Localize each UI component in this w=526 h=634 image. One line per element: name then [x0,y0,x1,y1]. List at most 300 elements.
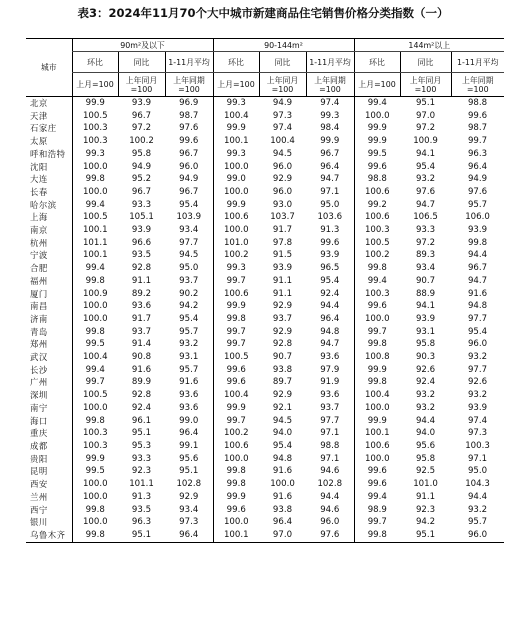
value-cell: 93.9 [415,313,436,324]
value-cell: 99.0 [213,173,259,186]
value-cell: 99.8 [72,415,118,428]
value-cell: 95.8 [415,339,436,350]
value-cell: 97.2 [415,237,436,248]
value-cell: 99.4 [354,275,400,288]
city-cell: 南京 [30,225,48,236]
table-row [26,491,504,504]
value-cell: 91.4 [131,339,152,350]
city-cell: 杭州 [30,237,48,248]
value-cell: 96.0 [320,517,340,528]
value-cell: 93.1 [179,352,199,363]
value-cell: 99.9 [72,97,118,110]
value-cell: 92.3 [131,466,152,477]
value-cell: 99.8 [354,529,400,542]
value-cell: 97.6 [415,186,436,197]
value-cell: 99.8 [354,338,400,351]
value-cell: 95.0 [320,199,340,210]
value-cell: 96.0 [451,529,504,542]
value-cell: 100.4 [213,389,259,402]
table-row [26,300,504,313]
value-cell: 93.4 [179,504,199,515]
value-cell: 95.4 [272,440,293,451]
table-row [26,376,504,389]
value-cell: 99.6 [213,376,259,389]
value-cell: 99.9 [354,364,400,377]
city-cell: 成都 [30,440,48,451]
value-cell: 99.5 [72,338,118,351]
value-cell: 99.8 [72,275,118,288]
city-cell: 南昌 [30,301,48,312]
value-cell: 99.8 [467,237,488,248]
value-cell: 99.9 [213,402,259,415]
value-cell: 89.2 [131,288,152,299]
table-row [26,364,504,377]
city-cell: 合肥 [30,263,48,274]
value-cell: 101.1 [72,237,118,250]
value-cell: 99.3 [213,262,259,275]
value-cell: 99.4 [72,199,118,212]
value-cell: 95.6 [179,453,199,464]
value-cell: 94.5 [272,415,293,426]
value-cell: 100.5 [354,237,400,250]
value-cell: 99.4 [72,262,118,275]
value-cell: 97.1 [467,453,488,464]
table-row [26,211,504,224]
value-cell: 91.7 [131,313,152,324]
value-cell: 95.1 [400,529,451,542]
value-cell: 99.9 [213,491,259,504]
value-cell: 93.1 [415,326,436,337]
value-cell: 98.7 [467,123,488,134]
value-cell: 89.3 [415,250,436,261]
city-cell: 宁波 [30,250,48,261]
value-cell: 100.3 [465,440,490,451]
value-cell: 100.0 [270,479,295,490]
value-cell: 93.9 [467,402,488,413]
value-cell: 100.0 [213,224,259,237]
value-cell: 99.9 [213,300,259,313]
value-cell: 92.1 [272,402,293,413]
value-cell: 92.4 [415,377,436,388]
group-header: 90m²及以下 [72,39,213,52]
value-cell: 96.7 [467,263,488,274]
value-cell: 100.6 [354,440,400,453]
value-cell: 93.9 [320,250,340,261]
value-cell: 95.7 [467,199,488,210]
value-cell: 97.7 [320,415,340,426]
value-cell: 100.0 [72,313,118,326]
value-cell: 93.3 [415,225,436,236]
value-cell: 100.0 [72,402,118,415]
value-cell: 95.1 [415,98,436,108]
base-header: 上月=100 [213,73,259,97]
value-cell: 100.5 [213,351,259,364]
value-cell: 93.5 [131,250,152,261]
value-cell: 93.9 [272,263,293,274]
value-cell: 99.7 [213,326,259,339]
value-cell: 91.6 [467,288,488,299]
value-cell: 100.9 [413,136,438,147]
value-cell: 99.8 [72,529,118,542]
city-cell: 昆明 [30,466,48,477]
value-cell: 97.7 [467,313,488,324]
table-row [26,402,504,415]
table-row [26,427,504,440]
value-cell: 100.0 [72,186,118,199]
value-cell: 92.5 [415,466,436,477]
table-row [26,326,504,339]
city-cell: 长春 [30,186,48,197]
value-cell: 96.7 [179,148,199,159]
value-cell: 100.0 [354,110,400,123]
group-header: 144m²以上 [354,39,504,52]
value-cell: 99.6 [467,110,488,121]
value-cell: 99.6 [354,300,400,313]
value-cell: 100.4 [213,110,259,123]
value-cell: 100.5 [72,110,118,123]
value-cell: 99.7 [213,338,259,351]
value-cell: 94.1 [415,301,436,312]
value-cell: 95.7 [467,517,488,528]
value-cell: 100.0 [354,402,400,415]
value-cell: 99.5 [72,465,118,478]
city-header: 城市 [26,39,72,97]
city-cell: 呼和浩特 [30,148,66,159]
city-cell: 济南 [30,313,48,324]
value-cell: 97.4 [467,415,488,426]
base-header: 上月=100 [72,73,118,97]
value-cell: 98.9 [354,504,400,517]
value-cell: 94.4 [467,491,488,502]
value-cell: 98.8 [354,173,400,186]
value-cell: 97.3 [179,517,199,528]
value-cell: 91.9 [320,377,340,388]
metric-header: 环比 [72,52,118,73]
value-cell: 94.4 [320,491,340,502]
value-cell: 95.1 [118,529,165,542]
value-cell: 100.6 [213,288,259,301]
table-row [26,224,504,237]
value-cell: 96.3 [131,517,152,528]
value-cell: 100.9 [72,288,118,301]
value-cell: 101.1 [129,479,154,490]
value-cell: 96.7 [131,186,152,197]
city-cell: 郑州 [30,339,48,350]
value-cell: 91.3 [131,491,152,502]
value-cell: 99.7 [354,326,400,339]
value-cell: 94.7 [320,339,340,350]
value-cell: 99.7 [72,376,118,389]
value-cell: 93.3 [131,199,152,210]
value-cell: 93.5 [131,504,152,515]
value-cell: 100.1 [72,249,118,262]
value-cell: 96.9 [179,98,199,108]
value-cell: 99.8 [72,173,118,186]
table-row [26,453,504,466]
value-cell: 99.9 [320,136,340,147]
value-cell: 99.1 [179,440,199,451]
value-cell: 93.9 [467,225,488,236]
value-cell: 91.6 [272,491,293,502]
value-cell: 99.6 [354,478,400,491]
value-cell: 93.7 [272,313,293,324]
value-cell: 99.9 [354,415,400,428]
value-cell: 92.8 [131,263,152,274]
value-cell: 97.6 [179,123,199,134]
city-cell: 重庆 [30,428,48,439]
value-cell: 99.4 [354,97,400,110]
value-cell: 94.5 [179,250,199,261]
table-row [26,504,504,517]
city-cell: 厦门 [30,288,48,299]
value-cell: 99.8 [213,313,259,326]
value-cell: 96.0 [272,186,293,197]
value-cell: 94.8 [272,453,293,464]
value-cell: 90.8 [131,352,152,363]
value-cell: 99.3 [213,97,259,110]
value-cell: 93.2 [467,390,488,401]
value-cell: 93.0 [272,199,293,210]
city-cell: 南宁 [30,402,48,413]
value-cell: 97.4 [320,98,340,108]
value-cell: 100.6 [354,186,400,199]
group-header: 90-144m² [213,39,354,52]
city-cell: 长沙 [30,364,48,375]
value-cell: 99.6 [213,504,259,517]
city-cell: 大连 [30,174,48,185]
value-cell: 95.4 [179,313,199,324]
value-cell: 103.6 [317,212,343,223]
value-cell: 100.0 [72,491,118,504]
table-row [26,313,504,326]
value-cell: 95.7 [179,326,199,337]
value-cell: 94.6 [320,504,340,515]
value-cell: 99.5 [354,148,400,161]
value-cell: 95.8 [131,148,152,159]
value-cell: 95.3 [131,440,152,451]
city-cell: 西安 [30,479,48,490]
value-cell: 90.7 [415,275,436,286]
city-cell: 福州 [30,275,48,286]
value-cell: 92.8 [131,390,152,401]
table-row [26,97,504,110]
value-cell: 99.9 [213,122,259,135]
metric-header: 1-11月平均 [306,52,354,73]
table-row [26,173,504,186]
value-cell: 99.7 [213,415,259,428]
value-cell: 95.2 [131,174,152,185]
value-cell: 96.7 [131,110,152,121]
value-cell: 97.7 [467,364,488,375]
value-cell: 93.8 [272,504,293,515]
value-cell: 93.3 [131,453,152,464]
value-cell: 100.5 [72,211,118,224]
value-cell: 99.6 [320,237,340,248]
value-cell: 96.4 [467,161,488,172]
value-cell: 99.7 [213,275,259,288]
value-cell: 91.1 [272,288,293,299]
value-cell: 100.1 [72,224,118,237]
value-cell: 100.6 [213,211,259,224]
table-row [26,529,504,542]
table-row [26,199,504,212]
city-cell: 广州 [30,377,48,388]
value-cell: 97.6 [306,529,354,542]
value-cell: 100.3 [72,122,118,135]
value-cell: 93.6 [320,390,340,401]
table-row [26,351,504,364]
value-cell: 94.4 [415,415,436,426]
value-cell: 100.0 [72,478,118,491]
value-cell: 99.9 [354,122,400,135]
value-cell: 99.3 [320,110,340,121]
value-cell: 96.5 [320,263,340,274]
city-cell: 西宁 [30,504,48,515]
value-cell: 100.4 [354,389,400,402]
table-row [26,516,504,529]
table-row [26,389,504,402]
city-cell: 深圳 [30,390,48,401]
value-cell: 94.9 [467,174,488,185]
value-cell: 96.3 [467,148,488,159]
value-cell: 96.4 [165,529,213,542]
base-header: 上年同月=100 [259,73,306,97]
value-cell: 96.0 [272,161,293,172]
value-cell: 99.6 [179,136,199,147]
value-cell: 90.2 [179,288,199,299]
value-cell: 93.9 [131,225,152,236]
value-cell: 94.1 [415,148,436,159]
table-row [26,338,504,351]
value-cell: 100.0 [72,516,118,529]
value-cell: 94.7 [320,174,340,185]
value-cell: 99.8 [354,262,400,275]
city-cell: 沈阳 [30,161,48,172]
table-title: 表3：2024年11月70个大中城市新建商品住宅销售价格分类指数（一） [77,6,449,20]
metric-header: 1-11月平均 [165,52,213,73]
value-cell: 97.7 [179,237,199,248]
value-cell: 92.3 [415,504,436,515]
value-cell: 95.0 [467,466,488,477]
value-cell: 99.7 [467,136,488,147]
value-cell: 98.8 [467,98,488,108]
value-cell: 93.2 [467,352,488,363]
value-cell: 97.2 [131,123,152,134]
value-cell: 103.7 [270,212,295,223]
city-cell: 青岛 [30,326,48,337]
value-cell: 101.0 [213,237,259,250]
base-header: 上月=100 [354,73,400,97]
value-cell: 94.7 [415,199,436,210]
value-cell: 95.1 [131,428,152,439]
city-cell: 乌鲁木齐 [26,529,72,542]
value-cell: 93.4 [179,225,199,236]
city-cell: 海口 [30,415,48,426]
value-cell: 93.6 [320,352,340,363]
table-row [26,440,504,453]
value-cell: 104.3 [465,479,490,490]
value-cell: 95.1 [179,466,199,477]
value-cell: 98.4 [320,123,340,134]
value-cell: 100.0 [213,186,259,199]
value-cell: 90.3 [415,352,436,363]
city-cell: 北京 [30,98,48,108]
value-cell: 97.1 [320,186,340,197]
value-cell: 100.3 [354,224,400,237]
value-cell: 93.7 [131,326,152,337]
value-cell: 93.2 [179,339,199,350]
value-cell: 100.0 [213,453,259,466]
value-cell: 94.4 [320,301,340,312]
value-cell: 92.9 [272,301,293,312]
value-cell: 94.8 [320,326,340,337]
value-cell: 89.9 [131,377,152,388]
city-cell: 太原 [30,136,48,147]
table-row [26,148,504,161]
value-cell: 96.4 [320,313,340,324]
value-cell: 91.1 [415,491,436,502]
value-cell: 99.3 [72,148,118,161]
value-cell: 94.7 [467,275,488,286]
value-cell: 95.8 [415,453,436,464]
value-cell: 100.2 [213,249,259,262]
table-row [26,186,504,199]
value-cell: 102.8 [317,479,343,490]
base-header: 上年同月=100 [400,73,451,97]
city-cell: 兰州 [30,491,48,502]
value-cell: 96.4 [179,428,199,439]
value-cell: 100.0 [213,516,259,529]
value-cell: 100.3 [72,135,118,148]
table-row [26,161,504,174]
value-cell: 99.9 [213,199,259,212]
value-cell: 93.6 [179,402,199,413]
base-header: 上年同期=100 [165,73,213,97]
value-cell: 93.6 [131,301,152,312]
value-cell: 99.7 [354,516,400,529]
value-cell: 99.8 [213,465,259,478]
value-cell: 100.8 [354,351,400,364]
value-cell: 93.2 [415,174,436,185]
value-cell: 100.2 [213,427,259,440]
value-cell: 100.0 [72,300,118,313]
value-cell: 97.0 [415,110,436,121]
value-cell: 91.3 [320,225,340,236]
table-body [26,97,504,543]
value-cell: 99.4 [354,491,400,504]
value-cell: 101.0 [413,479,438,490]
value-cell: 99.3 [213,148,259,161]
value-cell: 93.2 [467,504,488,515]
value-cell: 97.3 [467,428,488,439]
value-cell: 100.2 [354,249,400,262]
price-index-table [26,38,504,543]
value-cell: 91.6 [272,466,293,477]
base-header: 上年同月=100 [118,73,165,97]
table-row [26,465,504,478]
value-cell: 93.4 [415,263,436,274]
value-cell: 96.0 [467,339,488,350]
city-cell: 武汉 [30,352,48,363]
metric-header: 同比 [259,52,306,73]
table-row [26,262,504,275]
table-row [26,288,504,301]
value-cell: 100.3 [72,427,118,440]
value-cell: 95.0 [179,263,199,274]
value-cell: 100.6 [213,440,259,453]
value-cell: 93.7 [179,275,199,286]
value-cell: 100.0 [354,453,400,466]
